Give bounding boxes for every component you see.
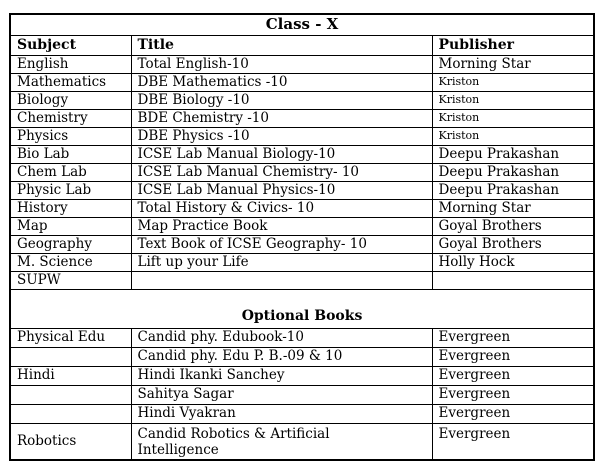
title-cell: BDE Chemistry -10	[131, 109, 432, 127]
publisher-cell: Kriston	[432, 91, 594, 109]
title-cell: Hindi Vyakran	[131, 404, 432, 423]
table-row	[10, 91, 594, 109]
title-cell: Sahitya Sagar	[131, 385, 432, 404]
title-cell: Map Practice Book	[131, 217, 432, 235]
column-header-publisher: Publisher	[432, 35, 594, 55]
publisher-cell: Evergreen	[432, 366, 594, 385]
optional-books-heading-row	[10, 289, 594, 328]
title-cell: Candid phy. Edubook-10	[131, 328, 432, 347]
subject-cell: Bio Lab	[10, 145, 131, 163]
title-cell: Lift up your Life	[131, 253, 432, 271]
title-cell	[131, 271, 432, 289]
subject-cell: Mathematics	[10, 73, 131, 91]
publisher-cell: Kriston	[432, 109, 594, 127]
subject-cell: Map	[10, 217, 131, 235]
subject-cell: English	[10, 55, 131, 73]
title-cell	[131, 423, 432, 460]
title-line-2: Intelligence	[137, 442, 219, 459]
publisher-cell	[432, 271, 594, 289]
title-cell: Text Book of ICSE Geography- 10	[131, 235, 432, 253]
table-row	[10, 328, 594, 347]
publisher-cell: Evergreen	[432, 423, 594, 460]
subject-cell: Physic Lab	[10, 181, 131, 199]
publisher-cell: Goyal Brothers	[432, 235, 594, 253]
table-row	[10, 199, 594, 217]
title-cell: DBE Physics -10	[131, 127, 432, 145]
table-row	[10, 109, 594, 127]
table-header-row	[10, 35, 594, 55]
publisher-cell: Holly Hock	[432, 253, 594, 271]
subject-cell: History	[10, 199, 131, 217]
subject-cell: Robotics	[10, 423, 131, 460]
title-cell: Hindi Ikanki Sanchey	[131, 366, 432, 385]
subject-cell: Hindi	[10, 366, 131, 385]
title-cell: ICSE Lab Manual Biology-10	[131, 145, 432, 163]
subject-cell: Physical Edu	[10, 328, 131, 347]
publisher-cell: Evergreen	[432, 347, 594, 366]
publisher-cell: Evergreen	[432, 328, 594, 347]
subject-cell: SUPW	[10, 271, 131, 289]
table-row	[10, 347, 594, 366]
table-row	[10, 145, 594, 163]
table-row	[10, 181, 594, 199]
book-list-document	[9, 13, 595, 461]
subject-cell	[10, 385, 131, 404]
subject-cell: Chem Lab	[10, 163, 131, 181]
table-row	[10, 404, 594, 423]
table-row	[10, 385, 594, 404]
title-cell: Total English-10	[131, 55, 432, 73]
column-header-subject: Subject	[10, 35, 131, 55]
publisher-cell: Morning Star	[432, 55, 594, 73]
title-cell: DBE Mathematics -10	[131, 73, 432, 91]
table-row	[10, 73, 594, 91]
table-row	[10, 423, 594, 460]
publisher-cell: Deepu Prakashan	[432, 145, 594, 163]
title-line-1: Candid Robotics & Artificial	[137, 425, 330, 442]
subject-cell: Physics	[10, 127, 131, 145]
publisher-cell: Deepu Prakashan	[432, 163, 594, 181]
table-row	[10, 14, 594, 35]
subject-cell: M. Science	[10, 253, 131, 271]
title-cell: Total History & Civics- 10	[131, 199, 432, 217]
publisher-cell: Kriston	[432, 73, 594, 91]
column-header-title: Title	[131, 35, 432, 55]
subject-cell	[10, 404, 131, 423]
publisher-cell: Goyal Brothers	[432, 217, 594, 235]
table-row	[10, 163, 594, 181]
optional-books-heading: Optional Books	[10, 289, 594, 328]
publisher-cell: Evergreen	[432, 404, 594, 423]
publisher-cell: Morning Star	[432, 199, 594, 217]
subject-cell: Biology	[10, 91, 131, 109]
title-cell: ICSE Lab Manual Physics-10	[131, 181, 432, 199]
table-row	[10, 271, 594, 289]
publisher-cell: Kriston	[432, 127, 594, 145]
table-row	[10, 253, 594, 271]
table-row	[10, 55, 594, 73]
publisher-cell: Evergreen	[432, 385, 594, 404]
table-title: Class - X	[10, 14, 594, 35]
title-cell: DBE Biology -10	[131, 91, 432, 109]
subject-cell	[10, 347, 131, 366]
table-row	[10, 127, 594, 145]
publisher-cell: Deepu Prakashan	[432, 181, 594, 199]
table-row	[10, 217, 594, 235]
table-row	[10, 366, 594, 385]
title-cell: Candid phy. Edu P. B.-09 & 10	[131, 347, 432, 366]
subject-cell: Chemistry	[10, 109, 131, 127]
table-row	[10, 235, 594, 253]
subject-cell: Geography	[10, 235, 131, 253]
title-cell: ICSE Lab Manual Chemistry- 10	[131, 163, 432, 181]
class-x-book-table	[9, 13, 595, 461]
